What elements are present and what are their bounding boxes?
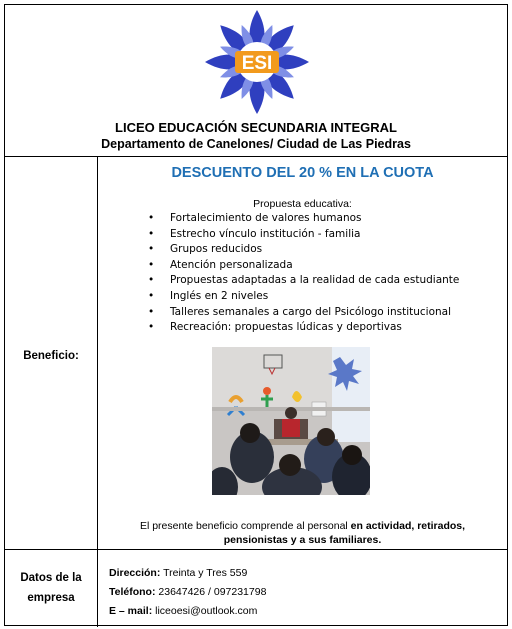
phone-line [109,586,266,598]
features-list [148,211,459,336]
phone-label: Teléfono: [109,586,156,598]
flyer [4,4,508,626]
benefit-footnote [98,519,507,547]
address-line [109,567,247,579]
org-department: Departamento de Canelones/ Ciudad de Las Piedras [101,137,411,151]
email-line [109,605,257,617]
list-item: • Talleres semanales a cargo del Psicólogo institucional [148,305,459,321]
list-item: • Recreación: propuestas lúdicas y deportivas [148,320,459,336]
esi-logo [201,7,313,117]
footnote-prefix: El presente beneficio comprende al personal [139,520,351,532]
email-label: E – mail: [109,605,153,617]
classroom-photo [212,347,370,495]
address-value: Treinta y Tres 559 [163,567,248,579]
logo-text: ESI [241,53,273,74]
org-name: LICEO EDUCACIÓN SECUNDARIA INTEGRAL [115,120,397,135]
benefit-label: Beneficio: [23,350,79,362]
address-label: Dirección: [109,567,161,579]
company-row [5,550,507,625]
list-item: • Atención personalizada [148,258,459,274]
company-label [5,568,97,608]
discount-title: DESCUENTO DEL 20 % EN LA CUOTA [171,165,434,181]
company-label-line1: Datos de la [20,572,82,584]
company-label-line2: empresa [27,592,75,604]
email-value[interactable]: liceoesi@outlook.com [155,605,258,617]
header [5,5,507,157]
footnote-bold-1: en actividad, retirados, [350,520,466,532]
list-item: • Propuestas adaptadas a la realidad de cada estudiante [148,273,459,289]
list-item: • Inglés en 2 niveles [148,289,459,305]
benefit-row [5,157,507,550]
footnote-bold-2: pensionistas y a sus familiares. [223,534,382,546]
list-item: • Estrecho vínculo institución - familia [148,227,459,243]
proposal-heading: Propuesta educativa: [253,198,352,210]
phone-value: 23647426 / 097231798 [158,586,267,598]
list-item: • Fortalecimiento de valores humanos [148,211,459,227]
list-item: • Grupos reducidos [148,242,459,258]
